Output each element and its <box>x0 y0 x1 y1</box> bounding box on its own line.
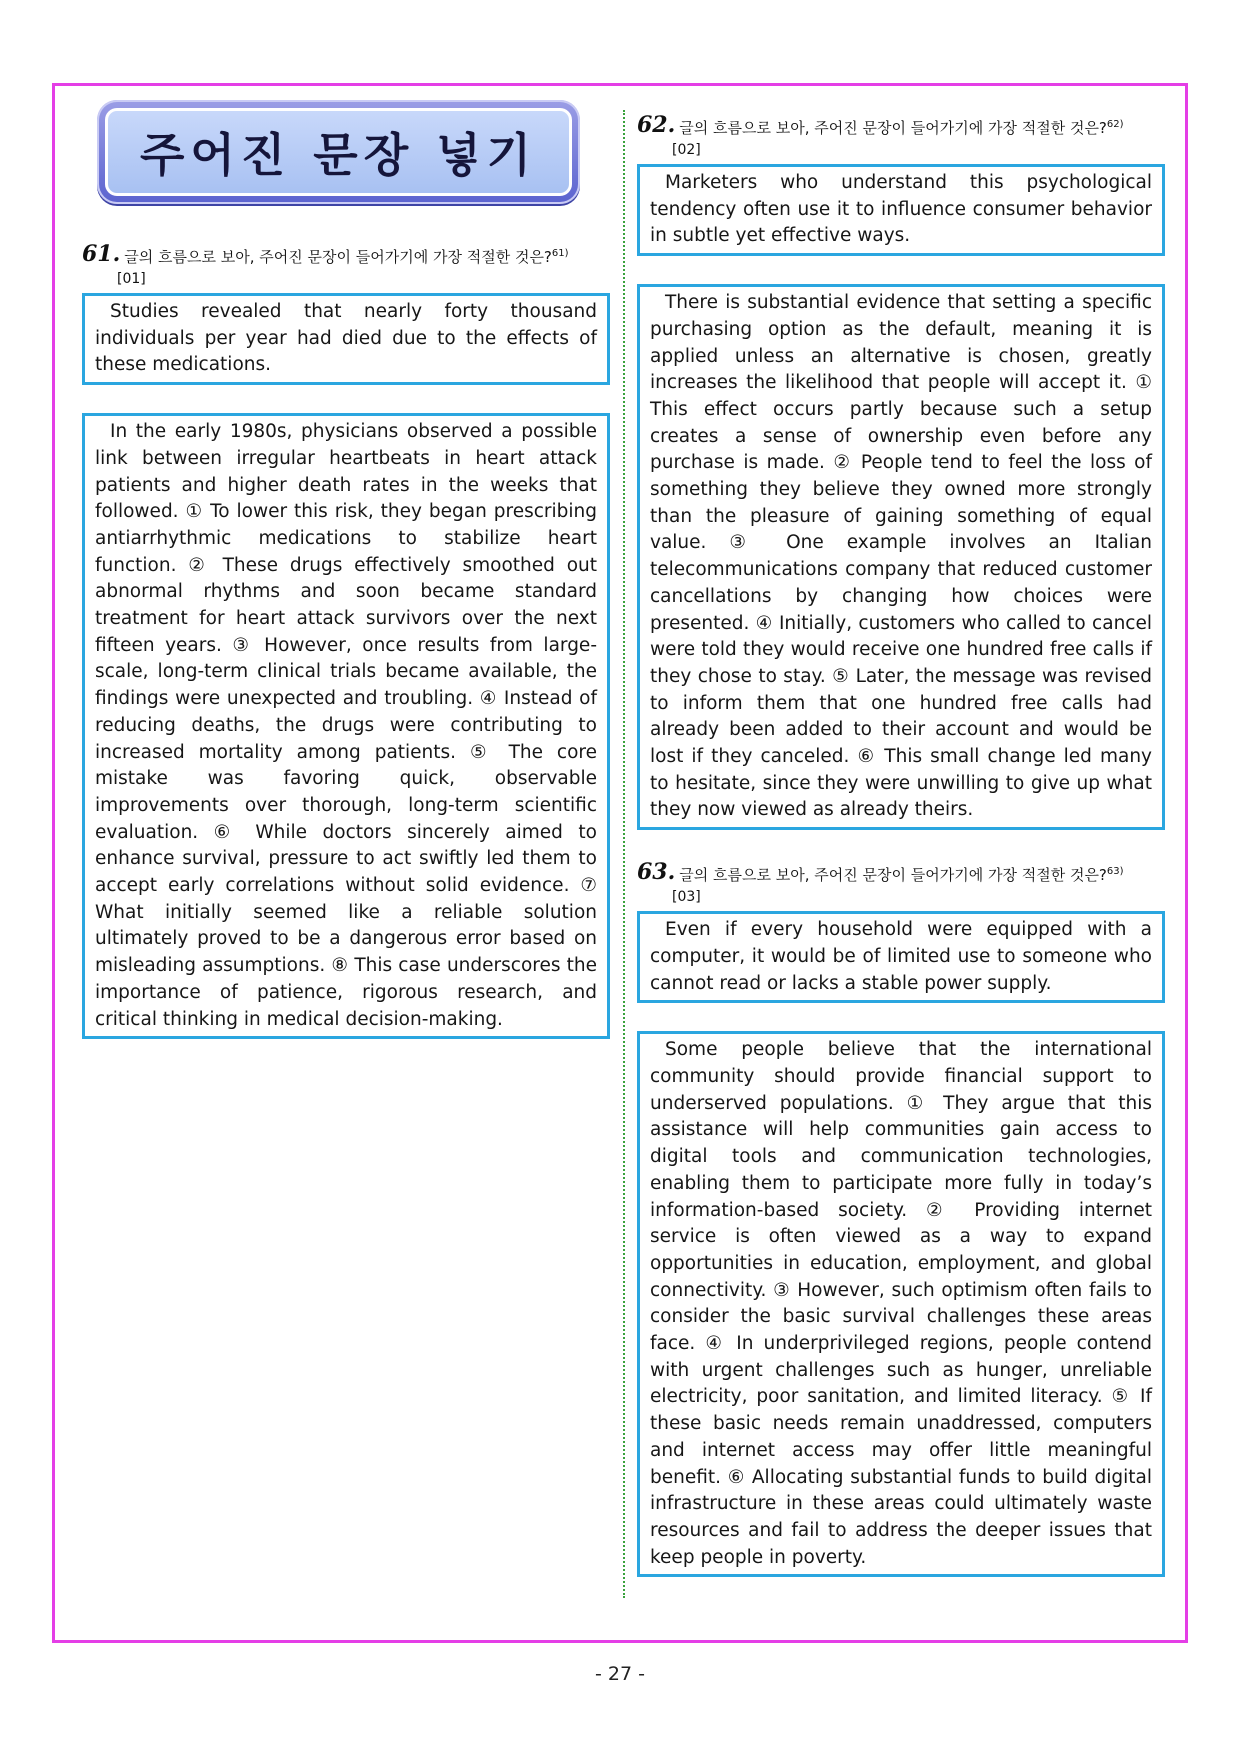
question-header <box>82 242 610 269</box>
question-prompt <box>679 113 1123 140</box>
passage-box <box>82 413 610 1039</box>
footnote-ref: 63) <box>1106 866 1124 878</box>
passage-box <box>637 1031 1165 1577</box>
prompt-text: 글의 흐름으로 보아, 주어진 문장이 들어가기에 가장 적절한 것은? <box>679 866 1107 885</box>
question-62 <box>637 113 1165 830</box>
passage-text: Some people believe that the international community should provide financial support to underserved populations. ① They argue that this assistance will help communities gain access to digital tools and communication technologies, enabling them to participate more fully in today’s information-based society. ② Providing internet service is often viewed as a way to expand opportunities in education, employment, and global connectivity. ③ However, such optimism often fails to consider the basic survival challenges these areas face. ④ In underprivileged regions, people contend with urgent challenges such as hunger, unreliable electricity, poor sanitation, and limited literacy. ⑤ If these basic needs remain unaddressed, computers and internet access may offer little meaningful benefit. ⑥ Allocating substantial funds to build digital infrastructure in these areas could ultimately waste resources and fail to address the deeper issues that keep people in poverty. <box>650 1039 1152 1568</box>
left-column <box>82 100 610 1039</box>
question-number: 61. <box>82 241 121 267</box>
passage-box <box>637 284 1165 830</box>
question-header <box>637 860 1165 887</box>
question-61 <box>82 242 610 1039</box>
page-number: - 27 - <box>595 1663 645 1685</box>
given-sentence-box <box>82 293 610 385</box>
question-code: [01] <box>117 271 146 287</box>
passage-text: There is substantial evidence that setting a specific purchasing option as the default, meaning it is applied unless an alternative is chosen, greatly increases the likelihood that people will accept it. ① This effect occurs partly because such a setup creates a sense of ownership even before any purchase is made. ② People tend to feel the loss of something they believe they owned more strongly than the pleasure of gaining something of equal value. ③ One example involves an Italian telecommunications company that reduced customer cancellations by changing how choices were presented. ④ Initially, customers who called to cancel were told they would receive one hundred free calls if they chose to stay. ⑤ Later, the message was revised to inform them that one hundred free calls had already been added to their account and would be lost if they canceled. ⑥ This small change led many to hesitate, since they were unwilling to give up what they now viewed as already theirs. <box>650 292 1152 821</box>
question-number: 62. <box>637 112 676 138</box>
question-code: [03] <box>672 889 701 906</box>
question-63 <box>637 860 1165 1577</box>
footnote-ref: 61) <box>551 248 569 259</box>
prompt-text: 글의 흐름으로 보아, 주어진 문장이 들어가기에 가장 적절한 것은? <box>679 119 1107 137</box>
given-sentence: Even if every household were equipped with a computer, it would be of limited use to someone who cannot read or lacks a stable power supply. <box>650 919 1152 994</box>
question-prompt <box>679 860 1123 887</box>
question-number: 63. <box>637 859 676 886</box>
question-header <box>637 113 1165 140</box>
prompt-text: 글의 흐름으로 보아, 주어진 문장이 들어가기에 가장 적절한 것은? <box>124 248 552 266</box>
given-sentence: Marketers who understand this psychological tendency often use it to influence consumer behavior in subtle yet effective ways. <box>650 172 1152 247</box>
column-divider <box>623 110 625 1598</box>
question-code: [02] <box>672 142 701 158</box>
given-sentence-box <box>637 164 1165 256</box>
question-prompt <box>124 242 568 269</box>
section-title: 주어진 문장 넣기 <box>139 128 538 182</box>
given-sentence: Studies revealed that nearly forty thousand individuals per year had died due to the effects of these medications. <box>95 301 597 376</box>
section-title-badge <box>97 100 580 204</box>
section-title-panel <box>105 108 572 196</box>
footnote-ref: 62) <box>1106 119 1124 130</box>
right-column <box>637 113 1165 1577</box>
passage-text: In the early 1980s, physicians observed a possible link between irregular heartbeats in heart attack patients and higher death rates in the weeks that followed. ① To lower this risk, they began prescribing antiarrhythmic medications to stabilize heart function. ② These drugs effectively smoothed out abnormal rhythms and soon became standard treatment for heart attack survivors over the next fifteen years. ③ However, once results from large-scale, long-term clinical trials became available, the findings were unexpected and troubling. ④ Instead of reducing deaths, the drugs were contributing to increased mortality among patients. ⑤ The core mistake was favoring quick, observable improvements over thorough, long-term scientific evaluation. ⑥ While doctors sincerely aimed to enhance survival, pressure to act swiftly led them to accept early correlations without solid evidence. ⑦ What initially seemed like a reliable solution ultimately proved to be a dangerous error based on misleading assumptions. ⑧ This case underscores the importance of patience, rigorous research, and critical thinking in medical decision-making. <box>95 421 597 1030</box>
given-sentence-box <box>637 911 1165 1003</box>
